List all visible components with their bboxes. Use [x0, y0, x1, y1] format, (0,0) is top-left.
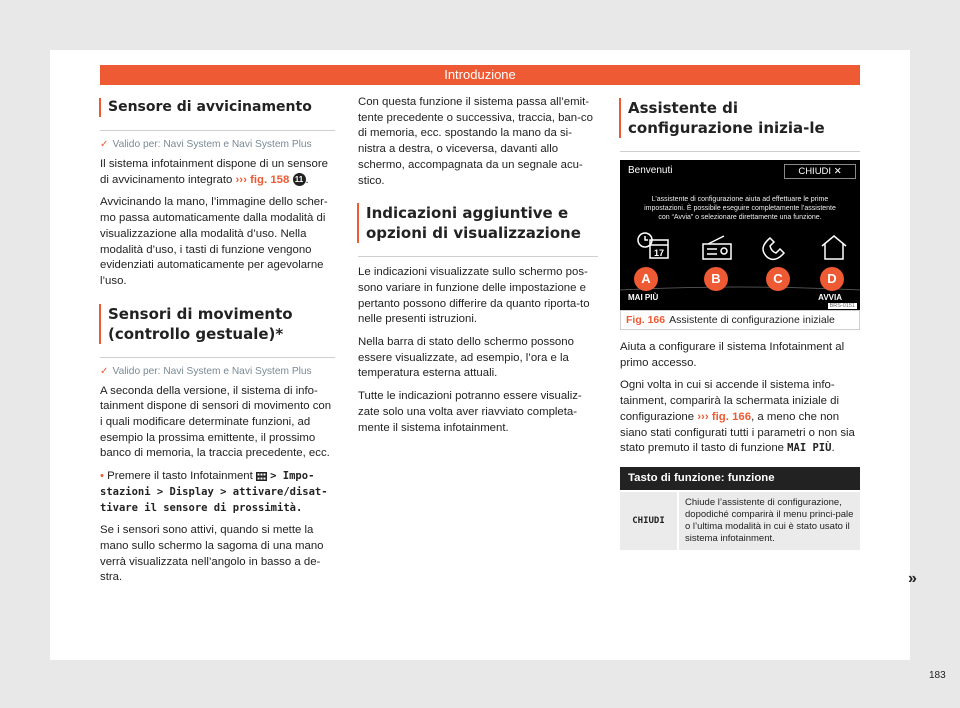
- paragraph: A seconda della versione, il sistema di info-tainment dispone di sensori di movimento con i quali modificare determinate funzioni, ad esempio la prossima emittente, il prossimo banco di memoria, la traccia precedente, ecc.: [100, 384, 332, 460]
- text: , a meno che non siano stati configurati tutti i parametri o non sia stato premuto il tasto di funzione: [620, 410, 855, 455]
- text: Premere il tasto Infotainment: [107, 470, 253, 483]
- divider: [100, 357, 335, 358]
- paragraph: Con questa funzione il sistema passa all’emit-tente precedente o successiva, traccia, ban-co di memoria, ecc. spostando la mano da si-nistra a destra, o viceversa, davanti allo schermo, accompagnata da un segnale acu-stico.: [358, 96, 593, 187]
- callout-a: A: [634, 267, 658, 291]
- start-button[interactable]: AVVIA: [818, 293, 842, 302]
- never-again-button[interactable]: MAI PIÙ: [628, 293, 659, 302]
- paragraph: Tutte le indicazioni potranno essere visualiz-zate solo una volta aver riavviato completa-mente il sistema infotainment.: [358, 390, 582, 434]
- column-2: [358, 95, 598, 443]
- screen-title: Benvenuti: [628, 165, 673, 176]
- figure-link[interactable]: fig. 166: [711, 410, 752, 423]
- figure-setup-screen: [620, 160, 860, 326]
- callout-number: 11: [293, 173, 306, 186]
- validity-text: Valido per: Navi System e Navi System Plus: [112, 139, 312, 150]
- heading-setup-assistant: Assistente di configurazione inizia-le: [619, 98, 860, 138]
- page-number: 183: [929, 670, 946, 681]
- validity-note: [100, 139, 335, 150]
- heading-proximity-sensor: Sensore di avvicinamento: [99, 98, 335, 117]
- divider: [358, 256, 598, 257]
- paragraph: Se i sensori sono attivi, quando si mette la mano sullo schermo la sagoma di una mano verrà visualizzata nell’angolo in basso a de-stra.: [100, 524, 324, 584]
- text: Ogni volta in cui si accende il sistema info-tainment, comparirà la schermata iniziale di configurazione: [620, 379, 840, 423]
- table-row: [620, 491, 860, 550]
- check-icon: ✓: [100, 139, 109, 150]
- continue-marker: »: [908, 570, 917, 587]
- page: [50, 50, 946, 681]
- home-icon: [822, 236, 846, 259]
- screen-text: L’assistente di configurazione aiuta ad effettuare le prime impostazioni. È possibile eseguire completamente l’assistente con “Avvia” o selezionare direttamente una funzione.: [644, 196, 836, 221]
- table-value-cell: Chiude l’assistente di configurazione, dopodiché comparirà il menu princi-pale o l’ultima modalità in cui è stato usato il sistema infotainment.: [678, 491, 860, 550]
- callout-d: D: [820, 267, 844, 291]
- arrow-ref: ›››: [697, 410, 709, 423]
- table-key-cell: [620, 491, 678, 550]
- function-key-table: [620, 467, 860, 550]
- paragraph: Aiuta a configurare il sistema Infotainment al primo accesso.: [620, 341, 845, 369]
- heading-gesture-control: Sensori di movimento (controllo gestuale)*: [99, 304, 335, 344]
- column-1: [100, 95, 335, 593]
- figure-number: Fig. 166: [626, 314, 666, 326]
- text: Il sistema infotainment dispone di un sensore di avvicinamento integrato: [100, 158, 328, 186]
- divider: [620, 151, 860, 152]
- check-icon: ✓: [100, 365, 109, 377]
- chapter-banner: Introduzione: [100, 65, 860, 85]
- callout-b: B: [704, 267, 728, 291]
- figure-caption: [620, 310, 860, 330]
- close-button[interactable]: CHIUDI ✕: [784, 164, 856, 179]
- paragraph: Nella barra di stato dello schermo possono essere visualizzate, ad esempio, l’ora e la temperatura esterna attuali.: [358, 336, 574, 380]
- calendar-number: 17: [654, 248, 665, 258]
- menu-grid-icon: [256, 472, 267, 481]
- menu-path: > Impo-stazioni > Display > attivare/disat-tivare il sensore di prossimità.: [100, 470, 328, 514]
- text: .: [305, 173, 309, 186]
- paragraph: Le indicazioni visualizzate sullo schermo pos-sono variare in funzione delle impostazione e pertanto possono differire da quanto riporta-to nelle presenti istruzioni.: [358, 266, 590, 326]
- validity-note: [100, 366, 335, 377]
- function-key-name: MAI PIÙ: [787, 442, 832, 455]
- instruction-step: [100, 469, 335, 516]
- key-label: CHIUDI: [632, 515, 665, 526]
- column-3: [620, 95, 860, 550]
- table-header: Tasto di funzione: funzione: [620, 467, 860, 491]
- validity-text: Valido per: Navi System e Navi System Plus: [112, 365, 312, 377]
- paragraph: [620, 378, 860, 457]
- heading-additional-info: Indicazioni aggiuntive e opzioni di visualizzazione: [357, 203, 598, 243]
- callout-c: C: [766, 267, 790, 291]
- paragraph: [100, 157, 335, 188]
- text: .: [831, 442, 835, 455]
- figure-code: BRS-0151: [829, 303, 855, 309]
- caption-text: Assistente di configurazione iniziale: [669, 314, 835, 326]
- bullet: •: [100, 470, 104, 483]
- arrow-ref: ›››: [235, 173, 247, 186]
- radio-icon: [703, 236, 731, 259]
- paragraph: Avvicinando la mano, l’immagine dello scher-mo passa automaticamente dalla modalità di visualizzazione alla modalità d’uso. Nella modalità d’uso, i tasti di funzione vengono evidenziati automaticamente per agevolarne l’uso.: [100, 196, 328, 287]
- divider: [100, 130, 335, 131]
- figure-link[interactable]: fig. 158: [250, 173, 290, 186]
- phone-icon: [763, 238, 784, 259]
